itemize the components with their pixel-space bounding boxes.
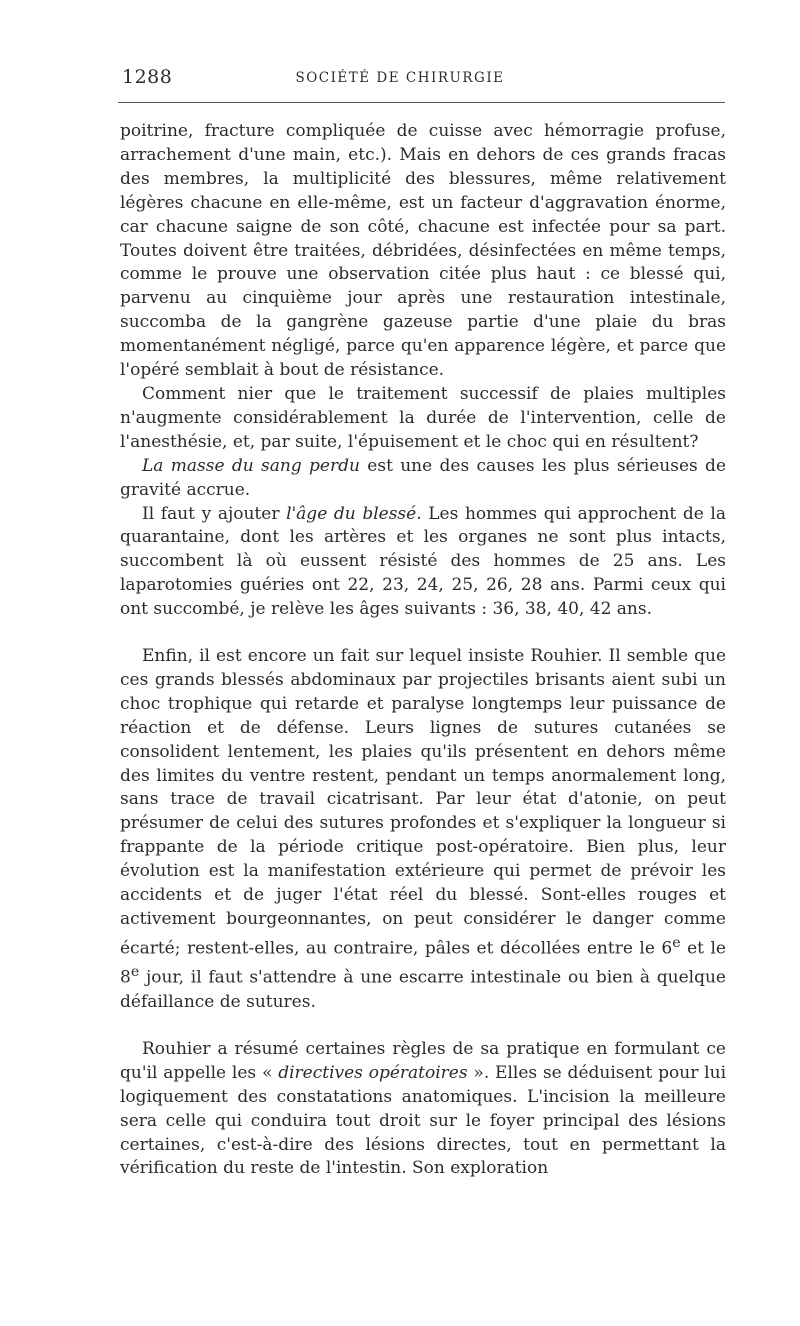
- italic-phrase: directives opératoires: [278, 1062, 468, 1083]
- text-run: Comment nier que le traitement successif de plaies multiples n'augmente considérablement la durée de l'intervention, celle de l'anesthésie, et, par suite, l'épuisement et le choc qui en résultent?: [120, 383, 726, 452]
- paragraph-2: [120, 383, 726, 455]
- text-run: jour, il faut s'attendre à une escarre intestinale ou bien à quelque défaillance de sutures.: [120, 968, 726, 1013]
- page-number: 1288: [122, 66, 173, 88]
- text-run: et le: [680, 938, 726, 959]
- ordinal-suffix: e: [672, 934, 681, 951]
- text-run: ». Elles se déduisent pour lui logiquement des constatations anatomiques. L'incision la meilleure sera celle qui conduira tout droit sur le foyer principal des lésions certaines, c'est-à-dire des lésions directes, tout en permettant la vérification du reste de l'intestin. Son exploration: [120, 1062, 727, 1179]
- ordinal-number: 6: [661, 938, 673, 959]
- paragraph-5: [120, 645, 726, 1015]
- italic-phrase: La masse du sang perdu: [142, 455, 360, 476]
- text-run: Il faut y ajouter: [142, 503, 287, 524]
- paragraph-6: [120, 1038, 726, 1181]
- paragraph-4: [120, 503, 726, 623]
- italic-phrase: l'âge du blessé: [286, 503, 417, 524]
- ordinal-suffix: e: [130, 964, 140, 981]
- text-run: Enfin, il est encore un fait sur lequel insiste Rouhier. Il semble que ces grands blessés abdominaux par projectiles brisants aient subi un choc trophique qui retarde et paralyse longtemps leur puissance de réaction et de défense. Leurs lignes de sutures cutanées se consolident lentement, les plaies qu'ils présentent en dehors même des limites du ventre restent, pendant un temps anormalement long, sans trace de travail cicatrisant. Par leur état d'atonie, on peut présumer de celui des sutures profondes et s'expliquer la longueur si frappante de la période critique post-opératoire. Bien plus, leur évolution est la manifestation extérieure qui permet de prévoir les accidents et de juger l'état réel du blessé. Sont-elles rouges et activement bourgeonnantes, on peut considérer le danger comme écarté; restent-elles, au contraire, pâles et décollées entre le: [120, 646, 726, 959]
- running-title: SOCIÉTÉ DE CHIRURGIE: [295, 70, 505, 86]
- header-rule: [118, 102, 725, 103]
- text-run: . Les hommes qui approchent de la quarantaine, dont les artères et les organes ne sont plus intacts, succombent là où eussent résisté des hommes de 25 ans. Les laparotomies guéries ont 22, 23, 24, 25, 26, 28 ans. Parmi ceux qui ont succombé, je relève les âges suivants : 36, 38, 40, 42 ans.: [120, 503, 726, 620]
- body-text: [120, 120, 726, 1181]
- paragraph-3: [120, 455, 726, 503]
- text-run: Rouhier a résumé certaines règles de sa pratique en formulant ce qu'il appelle les «: [120, 1038, 726, 1083]
- text-run: poitrine, fracture compliquée de cuisse avec hémorragie profuse, arrachement d'une main, etc.). Mais en dehors de ces grands fracas des membres, la multiplicité des blessures, même relativement légères chacune en elle-même, est un facteur d'aggravation énorme, car chacune saigne de son côté, chacune est infectée pour sa part. Toutes doivent être traitées, débridées, désinfectées en même temps, comme le prouve une observation citée plus haut : ce blessé qui, parvenu au cinquième jour après une restauration intestinale, succomba de la gangrène gazeuse partie d'une plaie du bras momentanément négligé, parce qu'en apparence légère, et parce que l'opéré semblait à bout de résistance.: [120, 121, 726, 381]
- text-run: est une des causes les plus sérieuses de gravité accrue.: [120, 455, 726, 500]
- ordinal-number: 8: [120, 968, 131, 989]
- paragraph-1: [120, 120, 726, 383]
